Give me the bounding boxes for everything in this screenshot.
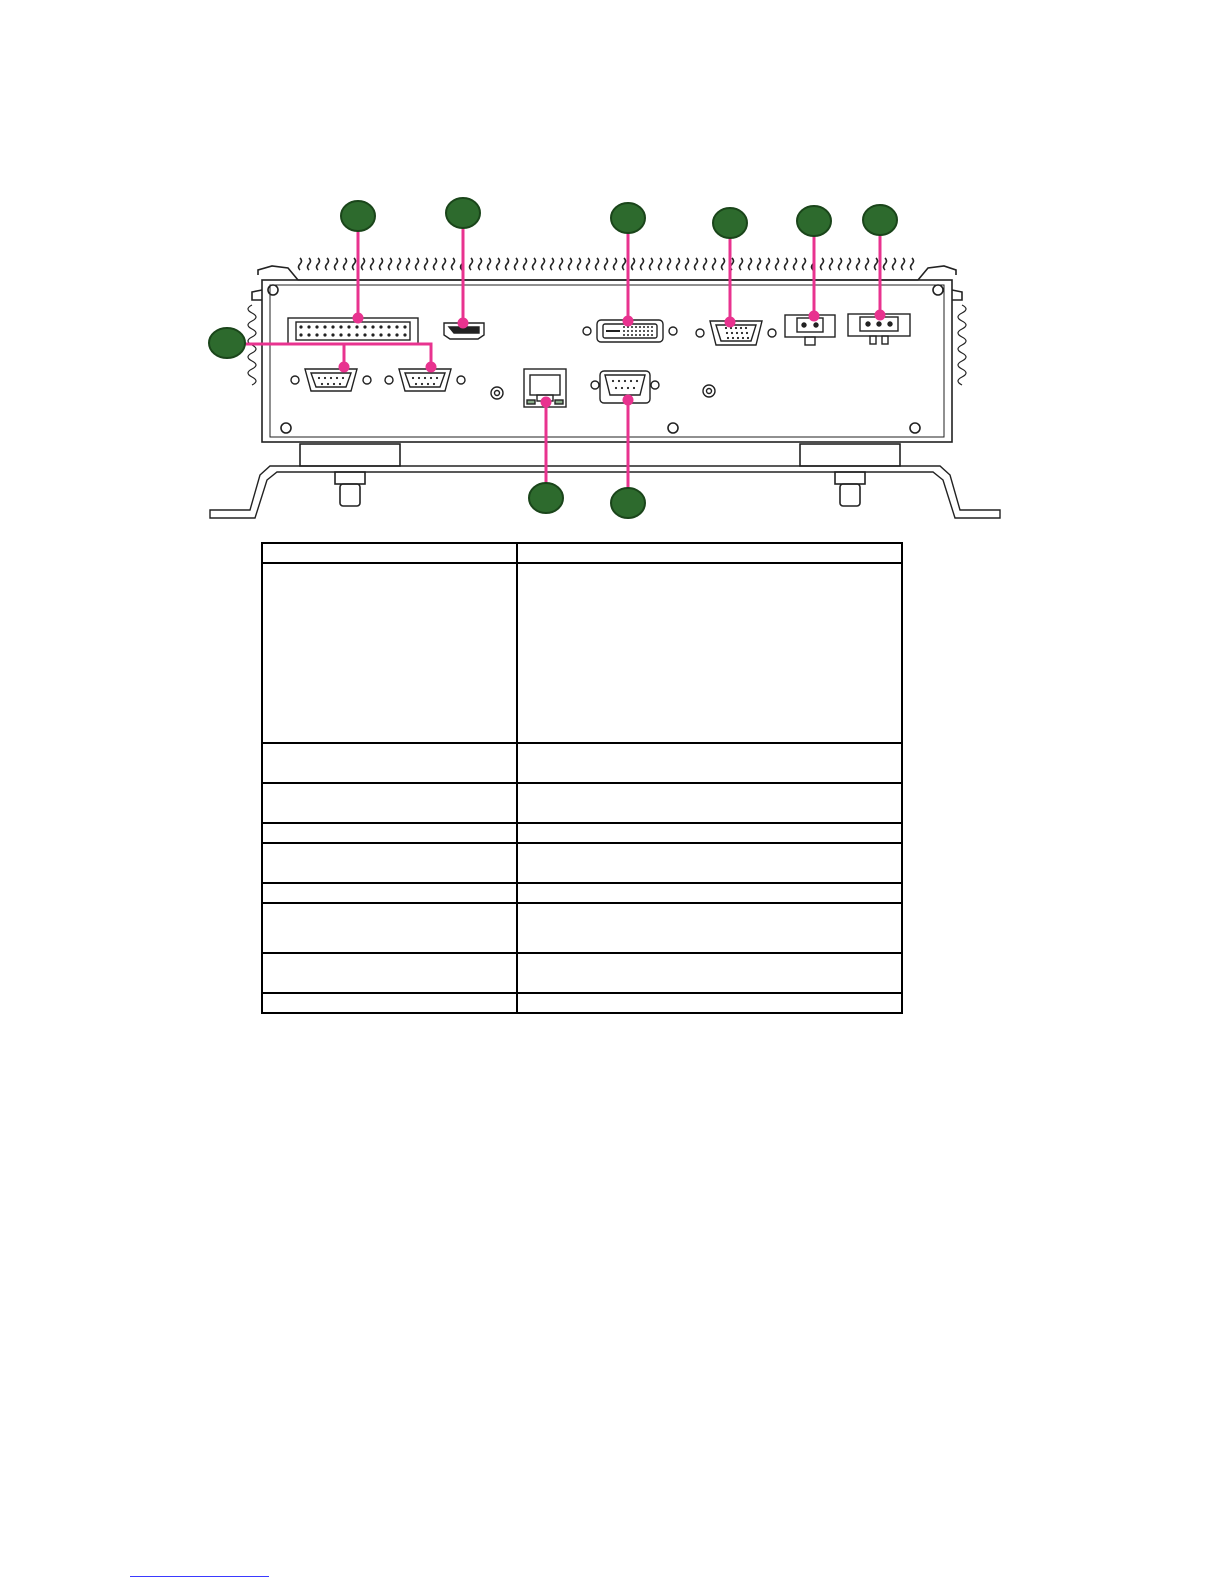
table-cell bbox=[262, 563, 517, 743]
fin bbox=[794, 258, 797, 270]
pin bbox=[731, 332, 733, 334]
fin bbox=[911, 258, 914, 270]
pin bbox=[403, 333, 406, 336]
pin bbox=[737, 337, 739, 339]
header-row bbox=[262, 543, 902, 563]
pin bbox=[299, 333, 302, 336]
table-row bbox=[262, 743, 902, 783]
pin bbox=[639, 326, 641, 328]
pin bbox=[395, 333, 398, 336]
fin bbox=[587, 258, 590, 270]
pin bbox=[621, 387, 623, 389]
fin bbox=[326, 258, 329, 270]
table-cell bbox=[517, 953, 902, 993]
pin bbox=[643, 326, 645, 328]
pin bbox=[321, 383, 323, 385]
fin bbox=[299, 258, 302, 270]
fin bbox=[524, 258, 527, 270]
fin bbox=[902, 258, 905, 270]
pin bbox=[643, 330, 645, 332]
fin bbox=[578, 258, 581, 270]
pin bbox=[742, 337, 744, 339]
fin bbox=[614, 258, 617, 270]
fin bbox=[335, 258, 338, 270]
pin bbox=[323, 333, 326, 336]
fin bbox=[704, 258, 707, 270]
table-cell bbox=[262, 783, 517, 823]
pin bbox=[631, 334, 633, 336]
pin bbox=[418, 377, 420, 379]
table-cell bbox=[262, 743, 517, 783]
table-cell bbox=[262, 993, 517, 1013]
pin bbox=[331, 325, 334, 328]
pin bbox=[635, 326, 637, 328]
table-cell bbox=[262, 883, 517, 903]
fin bbox=[632, 258, 635, 270]
fin bbox=[857, 258, 860, 270]
table-row bbox=[262, 993, 902, 1013]
fin bbox=[542, 258, 545, 270]
com-ports-callout bbox=[209, 328, 245, 358]
pin bbox=[633, 387, 635, 389]
pin bbox=[627, 387, 629, 389]
fin bbox=[776, 258, 779, 270]
fin bbox=[551, 258, 554, 270]
pin bbox=[647, 330, 649, 332]
pin bbox=[395, 325, 398, 328]
pin bbox=[651, 330, 653, 332]
pin bbox=[339, 383, 341, 385]
pin bbox=[363, 325, 366, 328]
pin bbox=[635, 334, 637, 336]
table-cell bbox=[517, 823, 902, 843]
fin bbox=[488, 258, 491, 270]
pin bbox=[635, 330, 637, 332]
pin bbox=[747, 337, 749, 339]
pin bbox=[371, 325, 374, 328]
terminal-block-callout bbox=[341, 201, 375, 231]
table-row bbox=[262, 783, 902, 823]
pin bbox=[299, 325, 302, 328]
pin bbox=[433, 383, 435, 385]
table-row bbox=[262, 883, 902, 903]
pin bbox=[745, 327, 747, 329]
pin bbox=[623, 334, 625, 336]
table-cell bbox=[517, 883, 902, 903]
fin bbox=[767, 258, 770, 270]
pin bbox=[339, 325, 342, 328]
pin bbox=[324, 377, 326, 379]
fin bbox=[785, 258, 788, 270]
pin bbox=[727, 337, 729, 339]
fin bbox=[659, 258, 662, 270]
fin bbox=[848, 258, 851, 270]
lan-callout bbox=[529, 483, 563, 513]
pin bbox=[639, 330, 641, 332]
fin bbox=[650, 258, 653, 270]
pin bbox=[307, 325, 310, 328]
pin bbox=[403, 325, 406, 328]
connector-table bbox=[261, 542, 903, 1014]
pin bbox=[639, 334, 641, 336]
pin bbox=[379, 333, 382, 336]
fin bbox=[866, 258, 869, 270]
table-cell bbox=[262, 823, 517, 843]
pin bbox=[355, 333, 358, 336]
power-3pin-callout bbox=[863, 205, 897, 235]
com-port-2 bbox=[385, 369, 465, 391]
pin bbox=[612, 380, 614, 382]
pin bbox=[315, 325, 318, 328]
hdmi-callout bbox=[446, 198, 480, 228]
fin bbox=[560, 258, 563, 270]
pin bbox=[746, 332, 748, 334]
fin bbox=[875, 258, 878, 270]
pin bbox=[371, 333, 374, 336]
pin bbox=[630, 380, 632, 382]
pin bbox=[647, 326, 649, 328]
footnote-separator bbox=[130, 1576, 269, 1577]
table-cell bbox=[262, 903, 517, 953]
pin bbox=[631, 330, 633, 332]
pin bbox=[436, 377, 438, 379]
fin bbox=[740, 258, 743, 270]
pin bbox=[355, 325, 358, 328]
pin bbox=[726, 332, 728, 334]
pin bbox=[623, 330, 625, 332]
dvi-callout bbox=[611, 203, 645, 233]
table-cell bbox=[262, 953, 517, 993]
connectors bbox=[288, 314, 910, 407]
pin bbox=[339, 333, 342, 336]
fin bbox=[407, 258, 410, 270]
fin bbox=[470, 258, 473, 270]
table-row bbox=[262, 843, 902, 883]
rear-panel-diagram bbox=[0, 0, 1225, 540]
pin bbox=[427, 383, 429, 385]
fin bbox=[722, 258, 725, 270]
heatsink-fins bbox=[299, 258, 914, 270]
pin bbox=[330, 377, 332, 379]
pin bbox=[627, 334, 629, 336]
pin bbox=[415, 383, 417, 385]
pin bbox=[643, 334, 645, 336]
pin bbox=[740, 327, 742, 329]
fin bbox=[362, 258, 365, 270]
table-row bbox=[262, 953, 902, 993]
fin bbox=[425, 258, 428, 270]
pin bbox=[363, 333, 366, 336]
db9-callout bbox=[611, 488, 645, 518]
table-cell bbox=[517, 993, 902, 1013]
fin bbox=[416, 258, 419, 270]
pin bbox=[323, 325, 326, 328]
fin bbox=[893, 258, 896, 270]
pin bbox=[424, 377, 426, 379]
pin bbox=[647, 334, 649, 336]
pin bbox=[347, 333, 350, 336]
fin bbox=[839, 258, 842, 270]
fin bbox=[533, 258, 536, 270]
pin bbox=[387, 333, 390, 336]
fin bbox=[344, 258, 347, 270]
fin bbox=[803, 258, 806, 270]
pin bbox=[327, 383, 329, 385]
pin bbox=[627, 330, 629, 332]
fin bbox=[884, 258, 887, 270]
power-2pin-callout bbox=[797, 206, 831, 236]
pin bbox=[379, 325, 382, 328]
pin bbox=[342, 377, 344, 379]
pin bbox=[387, 325, 390, 328]
fin bbox=[443, 258, 446, 270]
com-port-1 bbox=[291, 369, 371, 391]
fin bbox=[713, 258, 716, 270]
table-cell bbox=[517, 543, 902, 563]
fin bbox=[668, 258, 671, 270]
fin bbox=[515, 258, 518, 270]
table-cell bbox=[517, 743, 902, 783]
pin bbox=[412, 377, 414, 379]
table-cell bbox=[517, 563, 902, 743]
fin bbox=[479, 258, 482, 270]
pin bbox=[725, 327, 727, 329]
fin bbox=[398, 258, 401, 270]
fin bbox=[749, 258, 752, 270]
table-cell bbox=[517, 903, 902, 953]
fin bbox=[695, 258, 698, 270]
fin bbox=[623, 258, 626, 270]
table-cell bbox=[517, 783, 902, 823]
pin bbox=[631, 326, 633, 328]
pin bbox=[736, 332, 738, 334]
pin bbox=[623, 326, 625, 328]
pin bbox=[307, 333, 310, 336]
fin bbox=[686, 258, 689, 270]
fin bbox=[452, 258, 455, 270]
pin bbox=[735, 327, 737, 329]
pin bbox=[651, 326, 653, 328]
table-cell bbox=[517, 843, 902, 883]
fin bbox=[596, 258, 599, 270]
fin bbox=[353, 258, 356, 270]
pin bbox=[333, 383, 335, 385]
fin bbox=[497, 258, 500, 270]
fin bbox=[605, 258, 608, 270]
fin bbox=[380, 258, 383, 270]
pin bbox=[651, 334, 653, 336]
fin bbox=[506, 258, 509, 270]
fin bbox=[434, 258, 437, 270]
fin bbox=[758, 258, 761, 270]
pin bbox=[336, 377, 338, 379]
fin bbox=[389, 258, 392, 270]
fin bbox=[677, 258, 680, 270]
fin bbox=[569, 258, 572, 270]
pin bbox=[331, 333, 334, 336]
terminal-block-connector bbox=[288, 318, 418, 344]
table-row bbox=[262, 563, 902, 743]
leader-lines bbox=[245, 226, 884, 500]
pin bbox=[315, 333, 318, 336]
table-row bbox=[262, 903, 902, 953]
pin bbox=[732, 337, 734, 339]
fin bbox=[371, 258, 374, 270]
pin bbox=[430, 377, 432, 379]
table-row bbox=[262, 823, 902, 843]
pin bbox=[421, 383, 423, 385]
pin bbox=[741, 332, 743, 334]
fin bbox=[641, 258, 644, 270]
pin bbox=[615, 387, 617, 389]
fin bbox=[821, 258, 824, 270]
fin bbox=[830, 258, 833, 270]
pin bbox=[318, 377, 320, 379]
vga-connector bbox=[696, 321, 776, 345]
table-cell bbox=[262, 543, 517, 563]
fin bbox=[317, 258, 320, 270]
callouts bbox=[209, 198, 897, 518]
table-cell bbox=[262, 843, 517, 883]
pin bbox=[636, 380, 638, 382]
pin bbox=[624, 380, 626, 382]
fin bbox=[308, 258, 311, 270]
vga-callout bbox=[713, 208, 747, 238]
pin bbox=[347, 325, 350, 328]
pin bbox=[618, 380, 620, 382]
